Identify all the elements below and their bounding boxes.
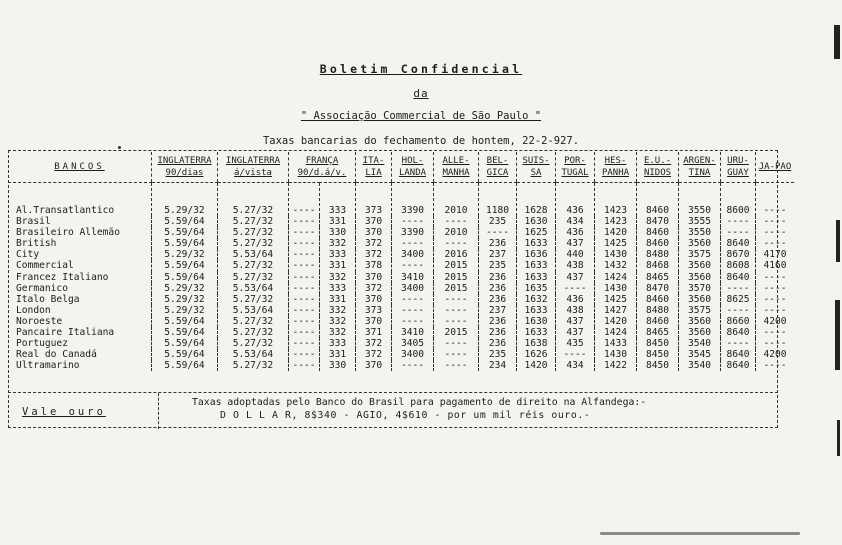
rate-cell-uruguay: ---- xyxy=(721,283,756,294)
rate-cell-japao: ---- xyxy=(756,327,795,338)
rate-cell-uruguay: 8660 xyxy=(721,316,756,327)
rate-cell-belgica: 236 xyxy=(479,272,517,283)
rate-cell-suissa: 1635 xyxy=(517,283,556,294)
rate-cell-italia: 371 xyxy=(356,327,392,338)
bank-name: Commercial xyxy=(16,260,74,272)
rate-cell-japao: ---- xyxy=(756,360,795,371)
rate-cell-italia: 370 xyxy=(356,227,392,238)
rate-cell-inglaterra-vista: 5.27/32 xyxy=(218,327,289,338)
table-row xyxy=(8,272,794,283)
rate-cell-suissa: 1632 xyxy=(517,294,556,305)
bank-name: Francez Italiano xyxy=(16,271,109,283)
bank-name: City xyxy=(16,249,40,261)
header-japao: JA-PAO xyxy=(756,152,795,183)
rate-cell-portugal: 437 xyxy=(556,238,595,249)
rate-cell-eunidos: 8465 xyxy=(637,327,679,338)
rate-cell-allemanha: ---- xyxy=(434,294,479,305)
rate-cell-eunidos: 8460 xyxy=(637,316,679,327)
rate-cell-argentina: 3575 xyxy=(679,305,721,316)
rate-cell-hollanda: ---- xyxy=(392,238,434,249)
rate-cell-franca-dash: ---- xyxy=(289,249,320,260)
rate-cell-franca: 332 xyxy=(320,272,356,283)
table-row xyxy=(8,216,794,227)
rate-cell-franca: 333 xyxy=(320,249,356,260)
rate-cell-portugal: 434 xyxy=(556,216,595,227)
association-name: " Associação Commercial de São Paulo " xyxy=(300,110,542,122)
rate-cell-uruguay: ---- xyxy=(721,338,756,349)
rate-cell-hespanha: 1422 xyxy=(595,360,637,371)
rate-cell-allemanha: 2015 xyxy=(434,283,479,294)
rate-cell-uruguay: 8640 xyxy=(721,238,756,249)
bank-name: Ultramarino xyxy=(16,360,80,372)
rate-cell-italia: 372 xyxy=(356,338,392,349)
rate-cell-hollanda: ---- xyxy=(392,260,434,271)
rate-cell-eunidos: 8450 xyxy=(637,338,679,349)
bank-name: Portuguez xyxy=(16,338,68,350)
bank-name: Al.Transatlantico xyxy=(16,205,115,216)
rate-cell-portugal: 437 xyxy=(556,327,595,338)
rate-cell-inglaterra-vista: 5.27/32 xyxy=(218,272,289,283)
rate-cell-suissa: 1628 xyxy=(517,183,556,217)
rate-cell-italia: 370 xyxy=(356,316,392,327)
rate-cell-franca: 330 xyxy=(320,360,356,371)
rate-cell-allemanha: ---- xyxy=(434,216,479,227)
rate-cell-inglaterra-vista: 5.27/32 xyxy=(218,316,289,327)
rate-cell-inglaterra-90: 5.29/32 xyxy=(152,183,218,217)
rate-cell-inglaterra-vista: 5.27/32 xyxy=(218,227,289,238)
rate-cell-hollanda: 3405 xyxy=(392,338,434,349)
rate-cell-italia: 372 xyxy=(356,249,392,260)
rate-cell-belgica: 235 xyxy=(479,349,517,360)
rate-cell-suissa: 1420 xyxy=(517,360,556,371)
rate-cell-argentina: 3560 xyxy=(679,316,721,327)
rate-cell-suissa: 1633 xyxy=(517,305,556,316)
rate-cell-hespanha: 1423 xyxy=(595,183,637,217)
rate-cell-allemanha: ---- xyxy=(434,305,479,316)
rate-cell-hollanda: ---- xyxy=(392,316,434,327)
rate-cell-suissa: 1638 xyxy=(517,338,556,349)
gold-value-section xyxy=(8,392,778,429)
rate-cell-allemanha: 2015 xyxy=(434,260,479,271)
rate-cell-hespanha: 1427 xyxy=(595,305,637,316)
scan-edge-mark xyxy=(834,25,840,59)
rate-cell-inglaterra-90: 5.59/64 xyxy=(152,272,218,283)
rate-cell-inglaterra-vista: 5.27/32 xyxy=(218,183,289,217)
rate-cell-allemanha: ---- xyxy=(434,238,479,249)
rate-cell-inglaterra-vista: 5.53/64 xyxy=(218,283,289,294)
bulletin-title: Boletim Confidencial xyxy=(319,62,523,76)
rate-cell-japao: ---- xyxy=(756,338,795,349)
rate-cell-japao: ---- xyxy=(756,272,795,283)
rate-cell-eunidos: 8460 xyxy=(637,238,679,249)
rate-cell-portugal: 437 xyxy=(556,316,595,327)
rate-cell-franca-dash: ---- xyxy=(289,294,320,305)
rate-cell-belgica: 1180 xyxy=(479,183,517,217)
rate-cell-hespanha: 1420 xyxy=(595,316,637,327)
rate-cell-inglaterra-vista: 5.27/32 xyxy=(218,338,289,349)
rate-cell-argentina: 3545 xyxy=(679,349,721,360)
table-body xyxy=(8,183,794,372)
rate-cell-franca: 332 xyxy=(320,305,356,316)
table-row xyxy=(8,349,794,360)
rate-cell-uruguay: 8625 xyxy=(721,294,756,305)
header-argentina: ARGEN-TINA xyxy=(679,152,721,183)
rate-cell-hespanha: 1430 xyxy=(595,249,637,260)
rate-cell-franca-dash: ---- xyxy=(289,227,320,238)
rate-cell-belgica: 236 xyxy=(479,294,517,305)
rate-cell-uruguay: 8640 xyxy=(721,360,756,371)
rate-cell-suissa: 1633 xyxy=(517,327,556,338)
rate-cell-inglaterra-90: 5.59/64 xyxy=(152,360,218,371)
rate-cell-japao: ---- xyxy=(756,294,795,305)
rate-cell-franca: 331 xyxy=(320,216,356,227)
bank-name: Pancaire Italiana xyxy=(16,327,115,339)
rate-cell-suissa: 1630 xyxy=(517,216,556,227)
rate-cell-eunidos: 8460 xyxy=(637,183,679,217)
rate-cell-allemanha: 2010 xyxy=(434,227,479,238)
rate-cell-portugal: 438 xyxy=(556,260,595,271)
rate-cell-japao: 4170 xyxy=(756,249,795,260)
rate-cell-allemanha: ---- xyxy=(434,338,479,349)
table-row xyxy=(8,294,794,305)
rate-cell-franca: 330 xyxy=(320,227,356,238)
rate-cell-eunidos: 8480 xyxy=(637,249,679,260)
gold-value-label: Vale ouro xyxy=(22,406,106,418)
title-connector: da xyxy=(413,87,429,100)
rate-cell-italia: 372 xyxy=(356,238,392,249)
rate-cell-belgica: 237 xyxy=(479,305,517,316)
rate-cell-inglaterra-90: 5.59/64 xyxy=(152,260,218,271)
rate-cell-italia: 373 xyxy=(356,183,392,217)
rate-cell-belgica: ---- xyxy=(479,227,517,238)
rate-cell-eunidos: 8470 xyxy=(637,283,679,294)
table-row xyxy=(8,183,794,217)
rates-subtitle: Taxas bancarias do fechamento de hontem, 22-2-927. xyxy=(262,135,580,147)
rate-cell-portugal: 435 xyxy=(556,338,595,349)
header-hollanda: HOL-LANDA xyxy=(392,152,434,183)
rate-cell-hespanha: 1420 xyxy=(595,227,637,238)
rate-cell-hollanda: 3410 xyxy=(392,272,434,283)
rate-cell-hespanha: 1425 xyxy=(595,294,637,305)
rate-cell-hespanha: 1433 xyxy=(595,338,637,349)
rate-cell-franca-dash: ---- xyxy=(289,260,320,271)
rate-cell-suissa: 1633 xyxy=(517,238,556,249)
table-row xyxy=(8,260,794,271)
rate-cell-portugal: ---- xyxy=(556,349,595,360)
rate-cell-suissa: 1636 xyxy=(517,249,556,260)
rate-cell-belgica: 234 xyxy=(479,360,517,371)
header-inglaterra-90: INGLATERRA 90/dias xyxy=(152,152,218,183)
rate-cell-inglaterra-vista: 5.27/32 xyxy=(218,260,289,271)
rate-cell-uruguay: ---- xyxy=(721,216,756,227)
rate-cell-inglaterra-vista: 5.53/64 xyxy=(218,349,289,360)
rate-cell-franca: 333 xyxy=(320,283,356,294)
header-portugal: POR-TUGAL xyxy=(556,152,595,183)
rate-cell-hollanda: 3390 xyxy=(392,183,434,217)
rate-cell-allemanha: 2010 xyxy=(434,183,479,217)
rate-cell-hollanda: 3410 xyxy=(392,327,434,338)
rate-cell-franca-dash: ---- xyxy=(289,183,320,217)
rate-cell-belgica: 236 xyxy=(479,238,517,249)
bank-name: British xyxy=(16,238,57,250)
table-header-row xyxy=(8,152,794,183)
rate-cell-argentina: 3540 xyxy=(679,338,721,349)
table-row xyxy=(8,227,794,238)
rate-cell-uruguay: 8640 xyxy=(721,349,756,360)
rate-cell-inglaterra-90: 5.59/64 xyxy=(152,216,218,227)
rate-cell-hespanha: 1424 xyxy=(595,272,637,283)
rate-cell-belgica: 236 xyxy=(479,316,517,327)
rate-cell-franca-dash: ---- xyxy=(289,238,320,249)
rate-cell-franca: 331 xyxy=(320,294,356,305)
rate-cell-japao: ---- xyxy=(756,238,795,249)
rate-cell-allemanha: 2016 xyxy=(434,249,479,260)
rate-cell-belgica: 236 xyxy=(479,338,517,349)
bank-name: Noroeste xyxy=(16,315,63,327)
rate-cell-japao: 4160 xyxy=(756,260,795,271)
rate-cell-inglaterra-vista: 5.27/32 xyxy=(218,360,289,371)
rate-cell-italia: 370 xyxy=(356,216,392,227)
header-franca-dash: FRANÇA 90/d.á/v. xyxy=(289,152,356,183)
rate-cell-inglaterra-90: 5.59/64 xyxy=(152,338,218,349)
rate-cell-franca-dash: ---- xyxy=(289,216,320,227)
rate-cell-japao: ---- xyxy=(756,183,795,217)
rate-cell-japao: ---- xyxy=(756,216,795,227)
rate-cell-allemanha: 2015 xyxy=(434,327,479,338)
rate-cell-argentina: 3550 xyxy=(679,183,721,217)
rate-cell-portugal: ---- xyxy=(556,283,595,294)
rate-cell-argentina: 3555 xyxy=(679,216,721,227)
rate-cell-belgica: 235 xyxy=(479,216,517,227)
header-allemanha: ALLE-MANHA xyxy=(434,152,479,183)
rate-cell-inglaterra-90: 5.59/64 xyxy=(152,316,218,327)
scan-edge-mark xyxy=(836,220,840,262)
rate-cell-franca: 332 xyxy=(320,327,356,338)
rate-cell-franca-dash: ---- xyxy=(289,360,320,371)
table-row xyxy=(8,338,794,349)
rate-cell-suissa: 1630 xyxy=(517,316,556,327)
rate-cell-franca: 331 xyxy=(320,349,356,360)
rate-cell-uruguay: 8608 xyxy=(721,260,756,271)
bank-name: Real do Canadá xyxy=(16,349,97,361)
rate-cell-argentina: 3560 xyxy=(679,238,721,249)
exchange-rates-table xyxy=(8,152,794,371)
rate-cell-suissa: 1633 xyxy=(517,272,556,283)
table-row xyxy=(8,327,794,338)
rate-cell-portugal: 436 xyxy=(556,227,595,238)
rate-cell-eunidos: 8450 xyxy=(637,349,679,360)
header-italia: ITA-LIA xyxy=(356,152,392,183)
header-uruguay: URU-GUAY xyxy=(721,152,756,183)
rate-cell-franca-dash: ---- xyxy=(289,283,320,294)
rate-cell-belgica: 237 xyxy=(479,249,517,260)
scan-edge-mark xyxy=(835,300,840,370)
rate-cell-japao: ---- xyxy=(756,305,795,316)
rate-cell-uruguay: ---- xyxy=(721,305,756,316)
rate-cell-eunidos: 8460 xyxy=(637,294,679,305)
rate-cell-franca-dash: ---- xyxy=(289,305,320,316)
rate-cell-hollanda: 3400 xyxy=(392,249,434,260)
rate-cell-argentina: 3575 xyxy=(679,249,721,260)
rate-cell-portugal: 437 xyxy=(556,272,595,283)
bank-name: Germanico xyxy=(16,282,68,294)
rate-cell-inglaterra-vista: 5.27/32 xyxy=(218,294,289,305)
rate-cell-franca-dash: ---- xyxy=(289,316,320,327)
gold-rate-values: D O L L A R, 8$340 - AGIO, 4$610 - por um mil réis ouro.- xyxy=(220,410,591,421)
rate-cell-inglaterra-90: 5.29/32 xyxy=(152,283,218,294)
scan-speck xyxy=(118,146,121,149)
rate-cell-argentina: 3560 xyxy=(679,294,721,305)
header-suissa: SUIS-SA xyxy=(517,152,556,183)
header-inglaterra-vista: INGLATERRA á/vista xyxy=(218,152,289,183)
header-eunidos: E.U.-NIDOS xyxy=(637,152,679,183)
rate-cell-belgica: 236 xyxy=(479,283,517,294)
rate-cell-belgica: 236 xyxy=(479,327,517,338)
rate-cell-franca: 332 xyxy=(320,316,356,327)
rate-cell-inglaterra-90: 5.59/64 xyxy=(152,349,218,360)
rate-cell-italia: 370 xyxy=(356,272,392,283)
gold-rate-note: Taxas adoptadas pelo Banco do Brasil para pagamento de direito na Alfandega:- xyxy=(192,397,647,408)
table-row xyxy=(8,316,794,327)
table-row xyxy=(8,360,794,371)
rate-cell-hollanda: ---- xyxy=(392,216,434,227)
table-row xyxy=(8,305,794,316)
table-row xyxy=(8,238,794,249)
rate-cell-argentina: 3540 xyxy=(679,360,721,371)
rate-cell-inglaterra-90: 5.29/32 xyxy=(152,249,218,260)
header-hespanha: HES-PANHA xyxy=(595,152,637,183)
rate-cell-eunidos: 8480 xyxy=(637,305,679,316)
rate-cell-portugal: 438 xyxy=(556,305,595,316)
rate-cell-suissa: 1625 xyxy=(517,227,556,238)
rate-cell-hespanha: 1432 xyxy=(595,260,637,271)
rate-cell-inglaterra-vista: 5.53/64 xyxy=(218,305,289,316)
rate-cell-portugal: 436 xyxy=(556,294,595,305)
rate-cell-italia: 372 xyxy=(356,349,392,360)
rate-cell-suissa: 1633 xyxy=(517,260,556,271)
rate-cell-inglaterra-90: 5.59/64 xyxy=(152,327,218,338)
rate-cell-japao: 4200 xyxy=(756,349,795,360)
rate-cell-franca-dash: ---- xyxy=(289,327,320,338)
rate-cell-argentina: 3570 xyxy=(679,283,721,294)
rate-cell-hollanda: 3400 xyxy=(392,349,434,360)
bank-name: Brasil xyxy=(16,216,51,228)
bank-name: Italo Belga xyxy=(16,293,80,305)
rate-cell-inglaterra-90: 5.29/32 xyxy=(152,294,218,305)
rate-cell-uruguay: 8670 xyxy=(721,249,756,260)
rate-cell-portugal: 440 xyxy=(556,249,595,260)
rate-cell-franca: 331 xyxy=(320,260,356,271)
rate-cell-allemanha: ---- xyxy=(434,316,479,327)
rate-cell-franca: 333 xyxy=(320,183,356,217)
rate-cell-hollanda: ---- xyxy=(392,305,434,316)
rate-cell-suissa: 1626 xyxy=(517,349,556,360)
rate-cell-allemanha: 2015 xyxy=(434,272,479,283)
rate-cell-italia: 370 xyxy=(356,360,392,371)
rate-cell-inglaterra-vista: 5.27/32 xyxy=(218,216,289,227)
rate-cell-franca: 332 xyxy=(320,238,356,249)
rate-cell-eunidos: 8450 xyxy=(637,360,679,371)
rate-cell-allemanha: ---- xyxy=(434,360,479,371)
rate-cell-portugal: 434 xyxy=(556,360,595,371)
rate-cell-inglaterra-vista: 5.53/64 xyxy=(218,249,289,260)
rate-cell-italia: 370 xyxy=(356,294,392,305)
rate-cell-argentina: 3550 xyxy=(679,227,721,238)
table-row xyxy=(8,283,794,294)
rate-cell-hollanda: 3400 xyxy=(392,283,434,294)
rate-cell-hollanda: ---- xyxy=(392,360,434,371)
rate-cell-italia: 373 xyxy=(356,305,392,316)
rate-cell-japao: 4200 xyxy=(756,316,795,327)
rate-cell-portugal: 436 xyxy=(556,183,595,217)
scan-smudge xyxy=(600,532,800,535)
rate-cell-uruguay: ---- xyxy=(721,227,756,238)
rate-cell-uruguay: 8640 xyxy=(721,327,756,338)
rate-cell-hespanha: 1430 xyxy=(595,349,637,360)
scan-edge-mark xyxy=(837,420,840,456)
table-row xyxy=(8,249,794,260)
rate-cell-hespanha: 1424 xyxy=(595,327,637,338)
rate-cell-eunidos: 8468 xyxy=(637,260,679,271)
rate-cell-hespanha: 1430 xyxy=(595,283,637,294)
rate-cell-eunidos: 8470 xyxy=(637,216,679,227)
rate-cell-allemanha: ---- xyxy=(434,349,479,360)
rate-cell-italia: 378 xyxy=(356,260,392,271)
rate-cell-franca-dash: ---- xyxy=(289,338,320,349)
bank-name: London xyxy=(16,304,51,316)
rate-cell-hollanda: ---- xyxy=(392,294,434,305)
rate-cell-franca: 333 xyxy=(320,338,356,349)
bank-name: Brasileiro Allemão xyxy=(16,227,120,239)
footer-divider xyxy=(158,393,159,429)
rate-cell-italia: 372 xyxy=(356,283,392,294)
header-bancos: BANCOS xyxy=(8,152,152,183)
rate-cell-franca-dash: ---- xyxy=(289,272,320,283)
header-belgica: BEL-GICA xyxy=(479,152,517,183)
rate-cell-argentina: 3560 xyxy=(679,327,721,338)
rate-cell-uruguay: 8640 xyxy=(721,272,756,283)
rate-cell-inglaterra-90: 5.59/64 xyxy=(152,238,218,249)
rate-cell-japao: ---- xyxy=(756,227,795,238)
rate-cell-belgica: 235 xyxy=(479,260,517,271)
rate-cell-japao: ---- xyxy=(756,283,795,294)
rate-cell-hespanha: 1423 xyxy=(595,216,637,227)
rate-cell-uruguay: 8600 xyxy=(721,183,756,217)
rate-cell-franca-dash: ---- xyxy=(289,349,320,360)
rate-cell-eunidos: 8465 xyxy=(637,272,679,283)
rate-cell-hespanha: 1425 xyxy=(595,238,637,249)
rate-cell-argentina: 3560 xyxy=(679,260,721,271)
rate-cell-hollanda: 3390 xyxy=(392,227,434,238)
rate-cell-argentina: 3560 xyxy=(679,272,721,283)
rate-cell-inglaterra-vista: 5.27/32 xyxy=(218,238,289,249)
rate-cell-inglaterra-90: 5.29/32 xyxy=(152,305,218,316)
rate-cell-eunidos: 8460 xyxy=(637,227,679,238)
rate-cell-inglaterra-90: 5.59/64 xyxy=(152,227,218,238)
